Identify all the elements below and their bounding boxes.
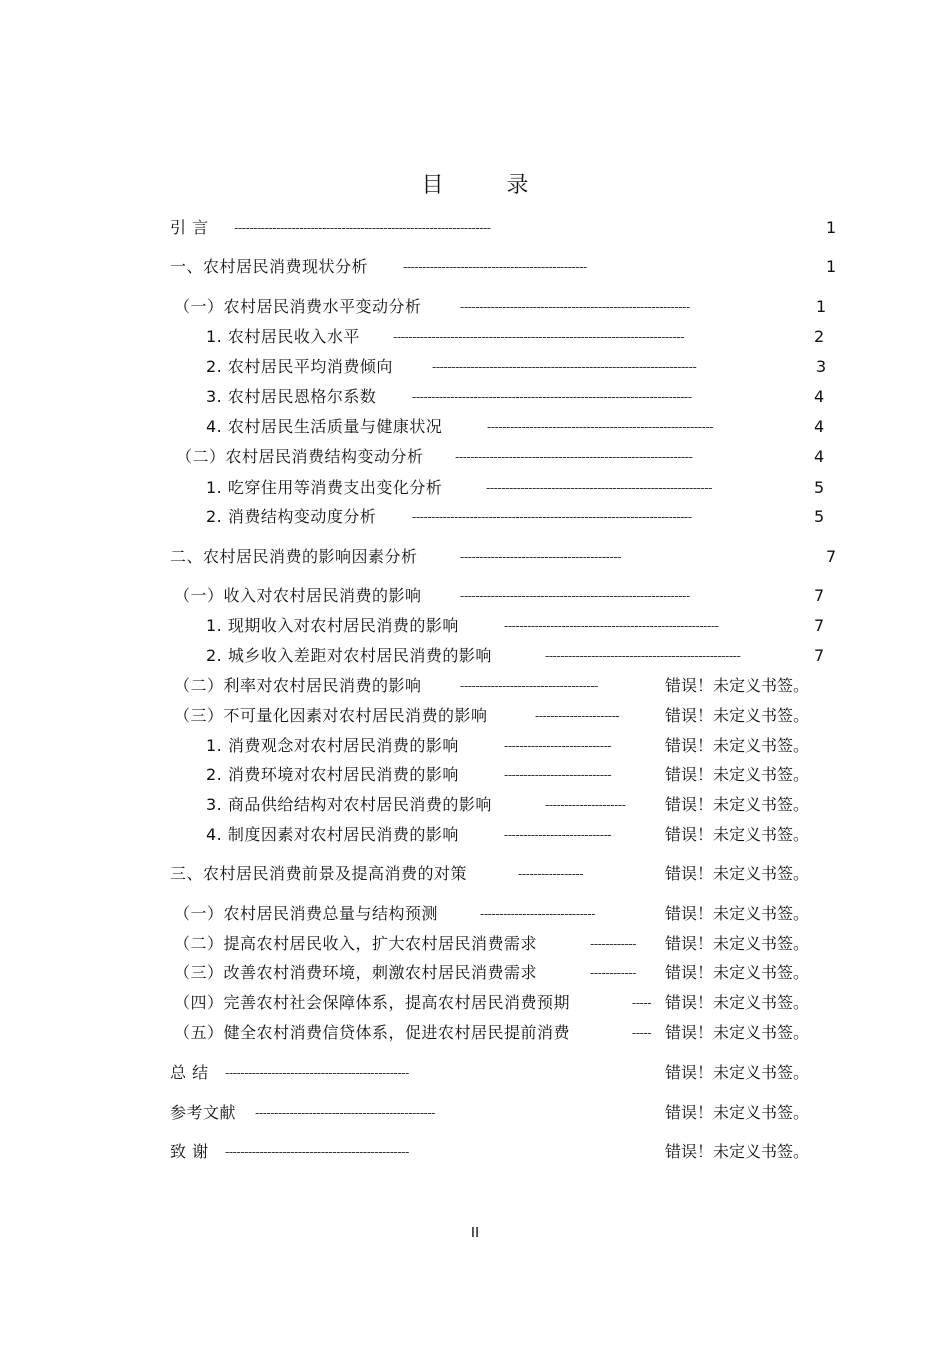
toc-entry-leader: ----------------------------------------------- xyxy=(255,1106,436,1120)
toc-entry-label: 总 结 xyxy=(170,1063,209,1082)
toc-entry-leader: -------------------------------------------------------------- xyxy=(455,450,693,464)
toc-entry-label: 4. 农村居民生活质量与健康状况 xyxy=(206,417,443,436)
toc-entry-page: 错误！未定义书签。 xyxy=(665,1063,810,1082)
toc-entry-leader: ---------------------------- xyxy=(504,739,612,753)
toc-entry-label: 2. 城乡收入差距对农村居民消费的影响 xyxy=(206,646,492,665)
toc-entry[interactable] xyxy=(0,255,950,279)
toc-entry-leader: ------------------------------------ xyxy=(460,679,598,693)
toc-entry-page: 错误！未定义书签。 xyxy=(665,1103,810,1122)
toc-entry-leader: ---------------------- xyxy=(535,709,620,723)
toc-entry-label: （一）收入对农村居民消费的影响 xyxy=(174,586,422,605)
toc-entry[interactable] xyxy=(0,961,950,985)
toc-entry-label: 3. 农村居民恩格尔系数 xyxy=(206,387,377,406)
toc-entry-page: 错误！未定义书签。 xyxy=(665,864,810,883)
toc-entry-page: 1 xyxy=(826,218,837,237)
toc-entry-label: （二）提高农村居民收入，扩大农村居民消费需求 xyxy=(174,934,538,953)
page-number: II xyxy=(470,1224,480,1241)
toc-entry-page: 1 xyxy=(826,257,837,276)
toc-entry-page: 错误！未定义书签。 xyxy=(665,1142,810,1161)
toc-entry[interactable] xyxy=(0,704,950,728)
toc-entry-page: 错误！未定义书签。 xyxy=(665,1023,810,1042)
toc-entry-leader: ---------------------------- xyxy=(504,828,612,842)
toc-entry-page: 4 xyxy=(814,447,825,466)
toc-entry-leader: ------------------------------------------------ xyxy=(225,1145,409,1159)
toc-entry[interactable] xyxy=(0,505,950,529)
toc-entry-leader: --------------------------------------------------- xyxy=(545,649,741,663)
toc-entry-leader: ---------------------------------------------------------------------------- xyxy=(393,330,685,344)
toc-entry-page: 1 xyxy=(816,297,827,316)
toc-entry[interactable] xyxy=(0,1101,950,1125)
toc-entry-label: 2. 消费环境对农村居民消费的影响 xyxy=(206,765,459,784)
toc-entry[interactable] xyxy=(0,1061,950,1085)
toc-entry[interactable] xyxy=(0,932,950,956)
toc-entry-page: 7 xyxy=(826,547,837,566)
toc-entry-page: 7 xyxy=(814,616,825,635)
toc-entry-leader: ------------------------------------------------------------ xyxy=(460,589,690,603)
toc-entry-label: 1. 消费观念对农村居民消费的影响 xyxy=(206,736,459,755)
toc-entry-page: 错误！未定义书签。 xyxy=(665,904,810,923)
toc-entry-leader: --------------------------------------------------------------------- xyxy=(432,360,697,374)
toc-entry[interactable] xyxy=(0,763,950,787)
toc-entry[interactable] xyxy=(0,862,950,886)
toc-entry-page: 错误！未定义书签。 xyxy=(665,795,810,814)
toc-entry[interactable] xyxy=(0,734,950,758)
toc-entry-leader: ----- xyxy=(632,1026,652,1040)
toc-entry-leader: ------------------------------------------------ xyxy=(403,260,587,274)
toc-entry[interactable] xyxy=(0,545,950,569)
toc-entry-leader: ------------------------------------------------------------------- xyxy=(234,221,491,235)
toc-entry-page: 错误！未定义书签。 xyxy=(665,676,810,695)
toc-entry-page: 错误！未定义书签。 xyxy=(665,736,810,755)
toc-entry[interactable] xyxy=(0,991,950,1015)
toc-entry-label: （一）农村居民消费总量与结构预测 xyxy=(174,904,439,923)
toc-entry-label: 引 言 xyxy=(170,218,209,237)
toc-entry-page: 4 xyxy=(814,417,825,436)
toc-entry-page: 7 xyxy=(814,646,825,665)
toc-entry-label: （三）改善农村消费环境，刺激农村居民消费需求 xyxy=(174,963,538,982)
toc-entry[interactable] xyxy=(0,325,950,349)
toc-entry[interactable] xyxy=(0,614,950,638)
toc-entry[interactable] xyxy=(0,902,950,926)
toc-entry-leader: ------------------------------------------ xyxy=(460,550,621,564)
toc-entry-page: 错误！未定义书签。 xyxy=(665,706,810,725)
toc-entry[interactable] xyxy=(0,674,950,698)
toc-entry-leader: ------------------------------------------------------------------------- xyxy=(412,510,692,524)
toc-entry-label: （四）完善农村社会保障体系，提高农村居民消费预期 xyxy=(174,993,571,1012)
toc-entry-page: 5 xyxy=(814,478,825,497)
toc-entry-page: 4 xyxy=(814,387,825,406)
toc-entry-label: （一）农村居民消费水平变动分析 xyxy=(174,297,422,316)
toc-entry-label: 4. 制度因素对农村居民消费的影响 xyxy=(206,825,459,844)
toc-entry-page: 错误！未定义书签。 xyxy=(665,765,810,784)
toc-entry-leader: ------------------------------------------------ xyxy=(225,1066,409,1080)
toc-entry-leader: ----- xyxy=(632,996,652,1010)
toc-entry-label: 一、农村居民消费现状分析 xyxy=(170,257,369,276)
toc-entry-label: 致 谢 xyxy=(170,1142,209,1161)
toc-entry-label: 二、农村居民消费的影响因素分析 xyxy=(170,547,418,566)
toc-entry-leader: ---------------------------- xyxy=(504,768,612,782)
toc-entry[interactable] xyxy=(0,644,950,668)
toc-entry[interactable] xyxy=(0,216,950,240)
toc-entry[interactable] xyxy=(0,1021,950,1045)
toc-entry-leader: ----------------- xyxy=(518,867,584,881)
toc-entry[interactable] xyxy=(0,1140,950,1164)
toc-entry[interactable] xyxy=(0,355,950,379)
toc-entry-page: 错误！未定义书签。 xyxy=(665,993,810,1012)
toc-entry-leader: ----------------------------------------------------------- xyxy=(487,420,713,434)
toc-entry-label: 1. 吃穿住用等消费支出变化分析 xyxy=(206,478,443,497)
toc-entry-label: （五）健全农村消费信贷体系，促进农村居民提前消费 xyxy=(174,1023,571,1042)
toc-entry[interactable] xyxy=(0,476,950,500)
toc-entry-label: 参考文献 xyxy=(170,1103,237,1122)
toc-entry-label: （二）农村居民消费结构变动分析 xyxy=(176,447,424,466)
toc-entry-label: 三、农村居民消费前景及提高消费的对策 xyxy=(170,864,468,883)
toc-entry-label: 3. 商品供给结构对农村居民消费的影响 xyxy=(206,795,492,814)
toc-entry-page: 错误！未定义书签。 xyxy=(665,963,810,982)
toc-entry[interactable] xyxy=(0,823,950,847)
toc-entry[interactable] xyxy=(0,584,950,608)
toc-entry-leader: ------------------------------------------------------------ xyxy=(460,300,690,314)
toc-entry[interactable] xyxy=(0,385,950,409)
toc-entry-label: 1. 现期收入对农村居民消费的影响 xyxy=(206,616,459,635)
toc-entry-leader: --------------------- xyxy=(545,798,626,812)
toc-entry[interactable] xyxy=(0,793,950,817)
toc-entry-label: 1. 农村居民收入水平 xyxy=(206,327,360,346)
toc-entry-page: 错误！未定义书签。 xyxy=(665,825,810,844)
toc-entry-label: （二）利率对农村居民消费的影响 xyxy=(174,676,422,695)
toc-entry[interactable] xyxy=(0,415,950,439)
toc-entry[interactable] xyxy=(0,295,950,319)
toc-entry-label: 2. 农村居民平均消费倾向 xyxy=(206,357,393,376)
toc-entry-leader: ------------ xyxy=(590,966,636,980)
toc-entry-leader: -------------------------------------------------------- xyxy=(504,619,719,633)
toc-entry-leader: ----------------------------------------------------------- xyxy=(486,481,712,495)
toc-title: 目 录 xyxy=(421,173,557,198)
toc-entry-label: （三）不可量化因素对农村居民消费的影响 xyxy=(174,706,488,725)
toc-entry-page: 5 xyxy=(814,507,825,526)
toc-entry-leader: ------------------------------------------------------------------------- xyxy=(412,390,692,404)
toc-entry-page: 错误！未定义书签。 xyxy=(665,934,810,953)
toc-entry-page: 3 xyxy=(816,357,827,376)
toc-entry-page: 2 xyxy=(814,327,825,346)
toc-entry-leader: ------------ xyxy=(590,937,636,951)
toc-entry[interactable] xyxy=(0,445,950,469)
toc-entry-leader: ------------------------------ xyxy=(480,907,595,921)
toc-entry-page: 7 xyxy=(814,586,825,605)
toc-entry-label: 2. 消费结构变动度分析 xyxy=(206,507,377,526)
